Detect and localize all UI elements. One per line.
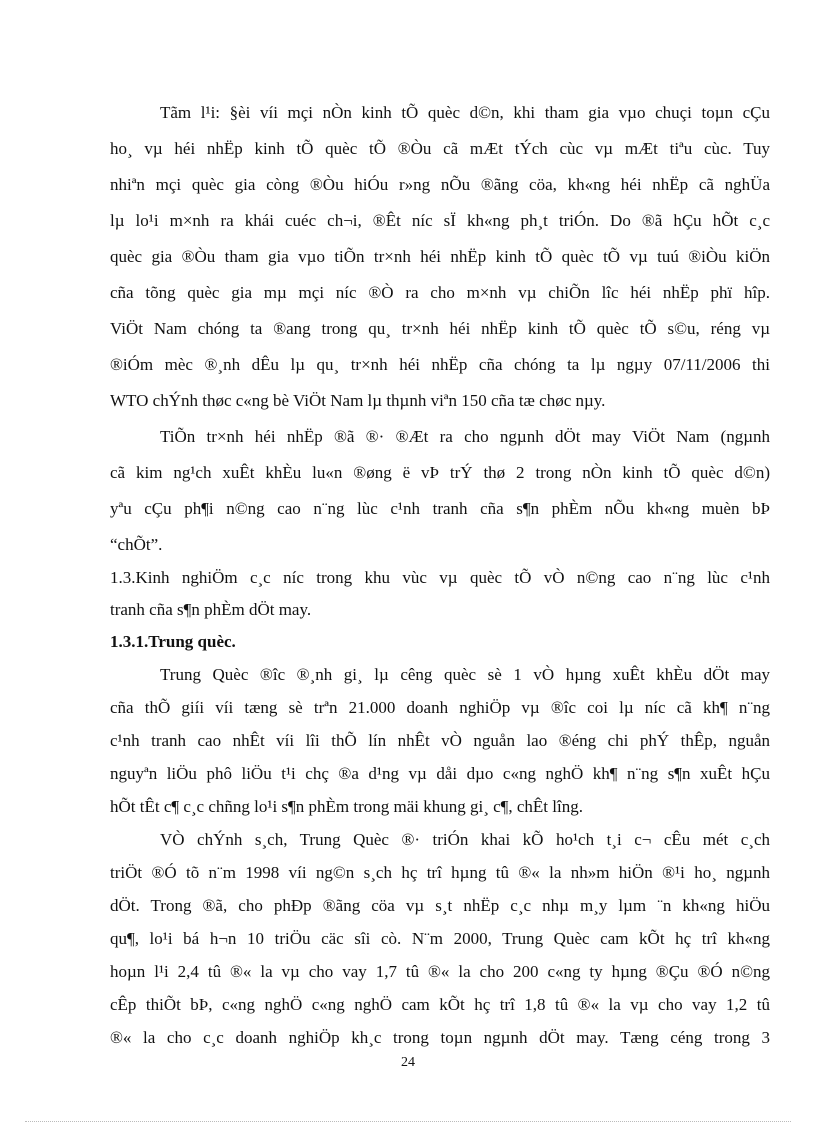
paragraph-line: dÖt. Trong ®ã, cho phÐp ®ãng cöa vµ s¸t nhËp c¸c nhµ m¸y lµm ¨n kh«ng hiÖu [110,896,770,915]
paragraph-line: ®« la cho c¸c doanh nghiÖp kh¸c trong toµn ngµnh dÖt may. Tæng céng trong 3 [110,1028,770,1047]
paragraph-line: ViÖt Nam chóng ta ®ang trong qu¸ tr×nh héi nhËp kinh tÕ quèc tÕ s©u, réng vµ [110,319,770,338]
paragraph-line: yªu cÇu ph¶i n©ng cao n¨ng lùc c¹nh tranh cña s¶n phÈm nÕu kh«ng muèn bÞ [110,499,770,518]
paragraph-line: Tãm l¹i: §èi víi mçi nÒn kinh tÕ quèc d©n, khi tham gia vµo chuçi toµn cÇu [160,103,770,122]
paragraph-line: cña thÕ giíi víi tæng sè trªn 21.000 doanh nghiÖp vµ ®îc coi lµ níc cã kh¶ n¨ng [110,698,770,717]
paragraph-line: cña tõng quèc gia mµ mçi níc ®Ò ra cho m×nh vµ chiÕn lîc héi nhËp phï hîp. [110,283,770,302]
paragraph-line: lµ lo¹i m×nh ra khái cuéc ch¬i, ®Êt níc sÏ kh«ng ph¸t triÓn. Do ®ã hÇu hÕt c¸c [110,211,770,230]
section-heading-line: tranh cña s¶n phÈm dÖt may. [110,600,312,619]
paragraph-line: quèc gia ®Òu tham gia vµo tiÕn tr×nh héi nhËp kinh tÕ quèc tÕ vµ tuú ®iÒu kiÖn [110,247,770,266]
paragraph-line: TiÕn tr×nh héi nhËp ®ã ®· ®Æt ra cho ngµnh dÖt may ViÖt Nam (ngµnh [160,427,770,446]
subsection-heading: 1.3.1.Trung quèc. [110,632,236,651]
section-heading-line: 1.3.Kinh nghiÖm c¸c níc trong khu vùc vµ quèc tÕ vÒ n©ng cao n¨ng lùc c¹nh [110,568,770,587]
page-number: 24 [401,1055,415,1070]
paragraph-line: nhiªn mçi quèc gia còng ®Òu hiÓu r»ng nÕu ®ãng cöa, kh«ng héi nhËp cã nghÜa [110,175,770,194]
paragraph-line: Trung Quèc ®îc ®¸nh gi¸ lµ cêng quèc sè 1 vÒ hµng xuÊt khÈu dÖt may [160,665,770,684]
page-bottom-divider [25,1121,791,1122]
paragraph-line: nguyªn liÖu phô liÖu t¹i chç ®a d¹ng vµ dåi dµo c«ng nghÖ kh¶ n¨ng s¶n xuÊt hÇu [110,764,770,783]
paragraph-line: hÕt tÊt c¶ c¸c chñng lo¹i s¶n phÈm trong mäi khung gi¸ c¶, chÊt lîng. [110,797,583,816]
paragraph-line: qu¶, lo¹i bá h¬n 10 triÖu cäc sîi cò. N¨m 2000, Trung Quèc cam kÕt hç trî kh«ng [110,929,770,948]
paragraph-line: cÊp thiÕt bÞ, c«ng nghÖ c«ng nghÖ cam kÕt hç trî 1,8 tû ®« la vµ cho vay 1,2 tû [110,995,770,1014]
paragraph-line: c¹nh tranh cao nhÊt víi lîi thÕ lín nhÊt vÒ nguån lao ®éng chi phÝ thÊp, nguån [110,731,770,750]
paragraph-line: ®iÓm mèc ®¸nh dÊu lµ qu¸ tr×nh héi nhËp cña chóng ta lµ ngµy 07/11/2006 thi [110,355,770,374]
paragraph-line: hoµn l¹i 2,4 tû ®« la vµ cho vay 1,7 tû ®« la cho 200 c«ng ty hµng ®Çu ®Ó n©ng [110,962,770,981]
paragraph-line: triÖt ®Ó tõ n¨m 1998 víi ng©n s¸ch hç trî hµng tû ®« la nh»m hiÖn ®¹i ho¸ ngµnh [110,863,770,882]
paragraph-line: cã kim ng¹ch xuÊt khÈu lu«n ®øng ë vÞ trÝ thø 2 trong nÒn kinh tÕ quèc d©n) [110,463,770,482]
paragraph-line: VÒ chÝnh s¸ch, Trung Quèc ®· triÓn khai kÕ ho¹ch t¸i c¬ cÊu mét c¸ch [160,830,770,849]
paragraph-line: “chÕt”. [110,535,163,554]
paragraph-line: ho¸ vµ héi nhËp kinh tÕ quèc tÕ ®Òu cã mÆt tÝch cùc vµ mÆt tiªu cùc. Tuy [110,139,770,158]
paragraph-line: WTO chÝnh thøc c«ng bè ViÖt Nam lµ thµnh viªn 150 cña tæ chøc nµy. [110,391,606,410]
